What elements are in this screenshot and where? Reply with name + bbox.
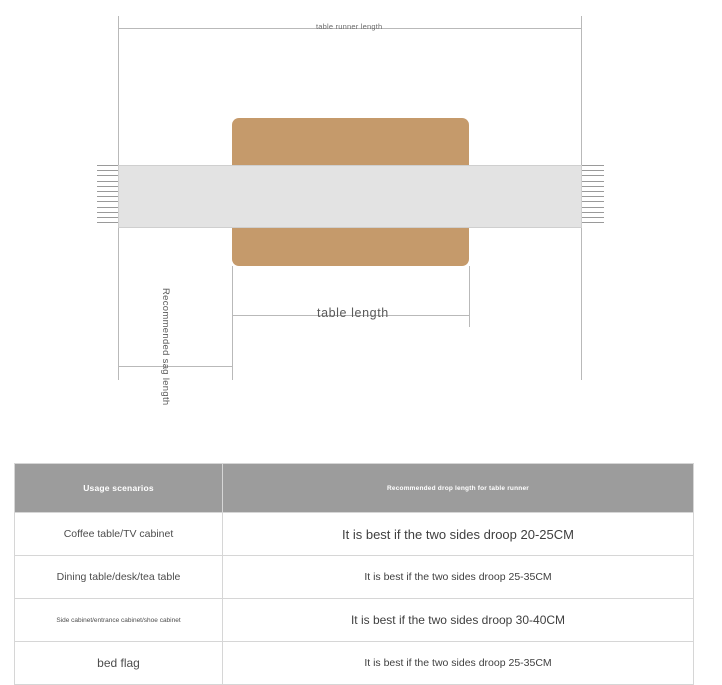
table-row bbox=[15, 556, 694, 599]
sag-length-tick-left bbox=[118, 354, 119, 378]
cell-scenario: Side cabinet/entrance cabinet/shoe cabinet bbox=[15, 599, 223, 642]
cell-recommendation: It is best if the two sides droop 25-35CM bbox=[223, 556, 694, 599]
cell-scenario: Coffee table/TV cabinet bbox=[15, 513, 223, 556]
runner-length-label: table runner length bbox=[316, 22, 383, 31]
table-runner bbox=[118, 165, 582, 228]
table-header-row bbox=[15, 464, 694, 513]
table-length-tick-right bbox=[469, 303, 470, 327]
table-length-tick-left bbox=[232, 303, 233, 327]
runner-fringe-left bbox=[97, 165, 119, 228]
recommendation-table bbox=[14, 463, 694, 685]
cell-recommendation: It is best if the two sides droop 25-35CM bbox=[223, 642, 694, 685]
table-length-label: table length bbox=[317, 306, 389, 320]
sag-length-label: Recommended sag length bbox=[160, 288, 171, 406]
cell-scenario: Dining table/desk/tea table bbox=[15, 556, 223, 599]
runner-fringe-right bbox=[582, 165, 604, 228]
cell-recommendation: It is best if the two sides droop 20-25CM bbox=[223, 513, 694, 556]
header-usage-scenarios: Usage scenarios bbox=[15, 464, 223, 513]
header-recommended-drop-length: Recommended drop length for table runner bbox=[223, 464, 694, 513]
table-row bbox=[15, 599, 694, 642]
sag-length-dimension-line bbox=[118, 366, 232, 367]
sag-length-tick-right bbox=[232, 354, 233, 378]
cell-recommendation: It is best if the two sides droop 30-40CM bbox=[223, 599, 694, 642]
table-row bbox=[15, 642, 694, 685]
cell-scenario: bed flag bbox=[15, 642, 223, 685]
table-row bbox=[15, 513, 694, 556]
